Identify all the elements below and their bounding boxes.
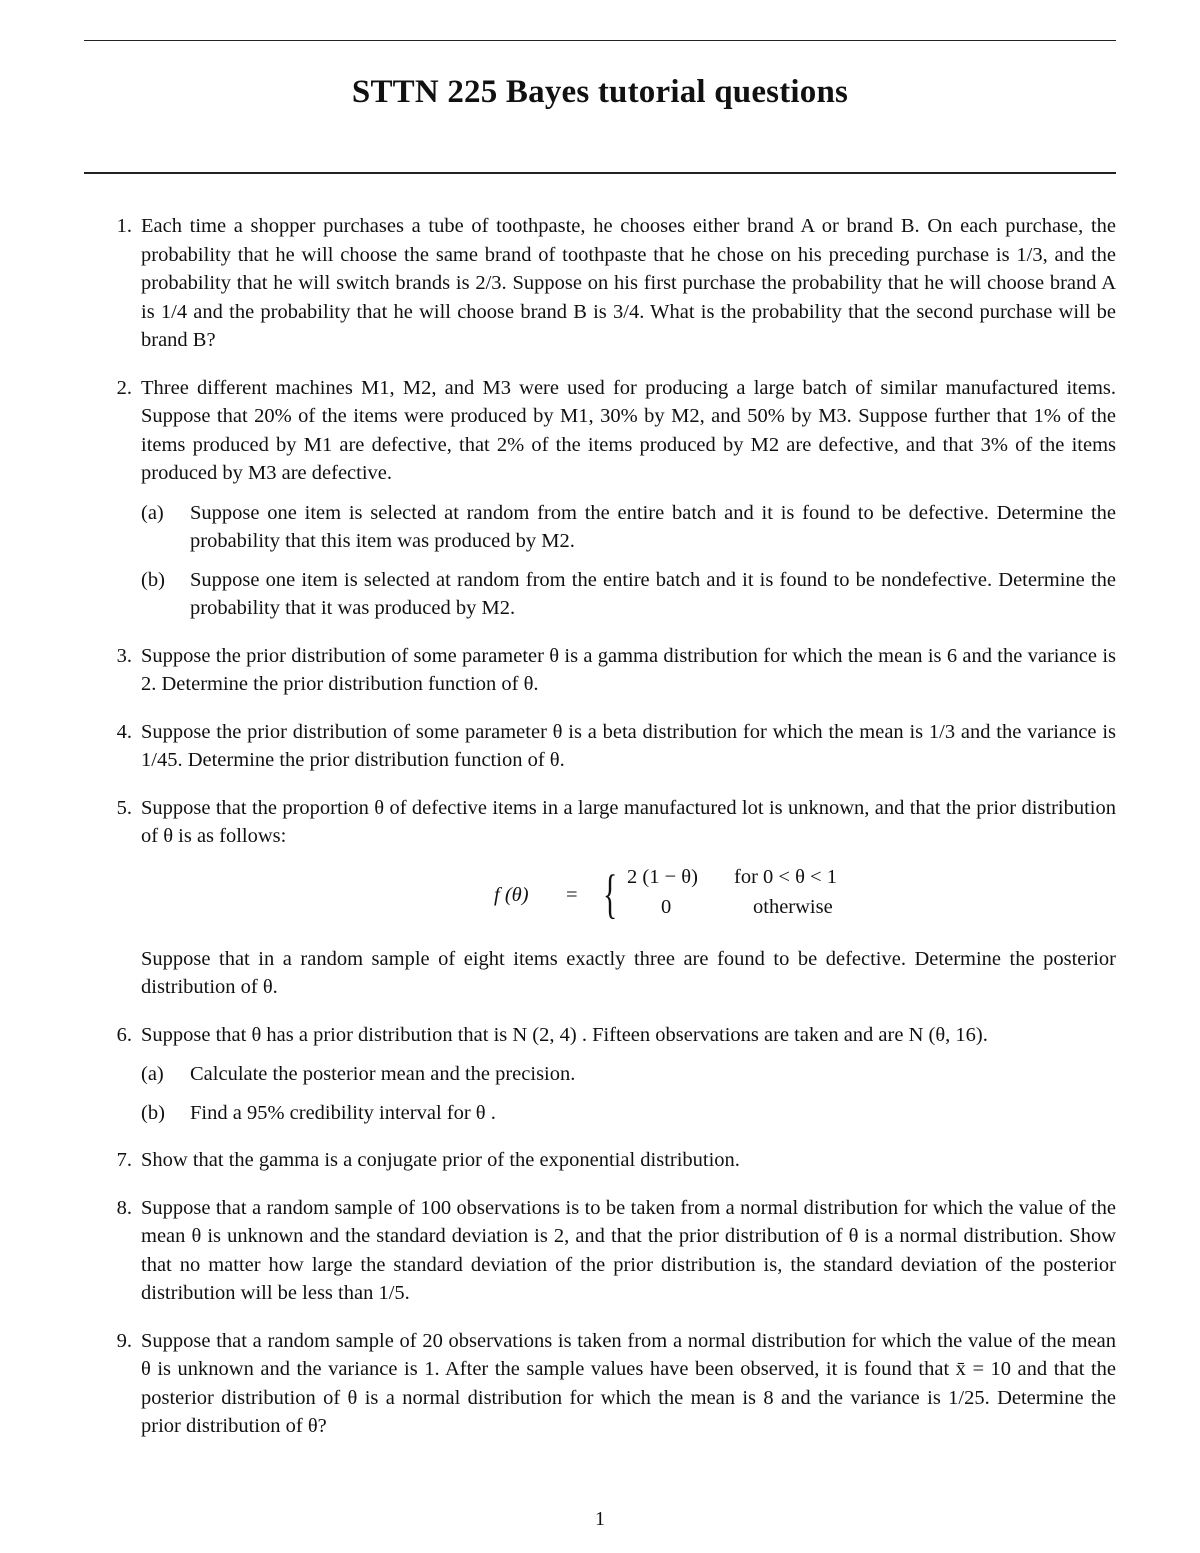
subquestion-text: Calculate the posterior mean and the precision. bbox=[190, 1063, 576, 1085]
question-number: 8. bbox=[116, 1196, 132, 1219]
question-text: Show that the gamma is a conjugate prior of the exponential distribution. bbox=[141, 1149, 740, 1171]
subquestion-6b bbox=[141, 1099, 1116, 1128]
question-number: 4. bbox=[116, 720, 132, 743]
equation-case-2: 0 bbox=[661, 895, 672, 918]
subquestion-label: (b) bbox=[141, 1101, 165, 1124]
question-5 bbox=[84, 794, 1116, 1002]
question-number: 9. bbox=[116, 1329, 132, 1352]
question-list bbox=[84, 212, 1116, 1460]
question-text: Three different machines M1, M2, and M3 were used for producing a large batch of similar manufactured items. Suppose that 20% of the items were produced by M1, 30% by M2, and 50% by M3. Suppose further that 1% of the items produced by M1 are defective, that 2% of the items produced by M2 are defective, and that 3% of the items produced by M3 are defective. bbox=[141, 376, 1116, 484]
question-text: Each time a shopper purchases a tube of toothpaste, he chooses either brand A or brand B. On each purchase, the probability that he will choose the same brand of toothpaste that he chose on his preceding purchase is 1/3, and the probability that he will switch brands is 2/3. Suppose on his first purchase the probability that he will choose brand A is 1/4 and the probability that he will choose brand B is 3/4. What is the probability that the second purchase will be brand B? bbox=[141, 215, 1116, 351]
question-text-continued: Suppose that in a random sample of eight items exactly three are found to be defective. Determine the posterior distribution of θ. bbox=[141, 947, 1116, 998]
question-number: 5. bbox=[116, 796, 132, 819]
question-number: 1. bbox=[116, 215, 132, 237]
question-number: 2. bbox=[116, 376, 132, 399]
subquestion-label: (b) bbox=[141, 568, 165, 591]
question-number: 7. bbox=[116, 1149, 132, 1171]
subquestion-label: (a) bbox=[141, 1063, 164, 1085]
question-number: 6. bbox=[116, 1023, 132, 1046]
subquestion-text: Find a 95% credibility interval for θ . bbox=[190, 1101, 496, 1124]
equation-condition-1: for 0 < θ < 1 bbox=[734, 865, 837, 888]
question-text: Suppose that the proportion θ of defective items in a large manufactured lot is unknown, and that the prior distribution of θ is as follows: bbox=[141, 796, 1116, 847]
question-text: Suppose that θ has a prior distribution that is N (2, 4) . Fifteen observations are taken and are N (θ, 16). bbox=[141, 1023, 988, 1046]
question-9 bbox=[84, 1327, 1116, 1441]
question-text: Suppose the prior distribution of some parameter θ is a gamma distribution for which the mean is 6 and the variance is 2. Determine the prior distribution function of θ. bbox=[141, 644, 1116, 695]
equation-equals: = bbox=[566, 883, 578, 906]
question-4 bbox=[84, 718, 1116, 775]
question-text: Suppose the prior distribution of some parameter θ is a beta distribution for which the mean is 1/3 and the variance is 1/45. Determine the prior distribution function of θ. bbox=[141, 720, 1116, 771]
piecewise-equation bbox=[141, 863, 1116, 929]
question-7 bbox=[84, 1146, 1116, 1175]
left-brace-icon: { bbox=[603, 863, 618, 924]
title-rule bbox=[84, 172, 1116, 174]
subquestion-2a bbox=[141, 499, 1116, 556]
question-3 bbox=[84, 642, 1116, 699]
page-number: 1 bbox=[595, 1508, 605, 1530]
question-text: Suppose that a random sample of 20 observations is taken from a normal distribution for which the value of the mean θ is unknown and the variance is 1. After the sample values have been observed, it is found that x̄ = 10 and that the posterior distribution of θ is a normal distribution for which the mean is 8 and the variance is 1/25. Determine the prior distribution of θ? bbox=[141, 1329, 1116, 1437]
equation-lhs: f (θ) bbox=[494, 883, 529, 906]
subquestion-text: Suppose one item is selected at random from the entire batch and it is found to be defective. Determine the probability that this item was produced by M2. bbox=[190, 501, 1116, 552]
question-text: Suppose that a random sample of 100 observations is to be taken from a normal distribution for which the value of the mean θ is unknown and the standard deviation is 2, and that the prior distribution of θ is a normal distribution. Show that no matter how large the standard deviation of the prior distribution is, the standard deviation of the posterior distribution will be less than 1/5. bbox=[141, 1196, 1116, 1304]
subquestion-6a bbox=[141, 1060, 1116, 1089]
question-8 bbox=[84, 1194, 1116, 1308]
question-number: 3. bbox=[116, 644, 132, 667]
question-2 bbox=[84, 374, 1116, 623]
question-1 bbox=[84, 212, 1116, 355]
subquestion-label: (a) bbox=[141, 501, 164, 524]
equation-case-1: 2 (1 − θ) bbox=[627, 865, 698, 888]
subquestion-2b bbox=[141, 566, 1116, 623]
question-6 bbox=[84, 1021, 1116, 1128]
document-title: STTN 225 Bayes tutorial questions bbox=[351, 74, 849, 110]
equation-condition-2: otherwise bbox=[753, 895, 833, 918]
subquestion-text: Suppose one item is selected at random from the entire batch and it is found to be nondefective. Determine the probability that it was produced by M2. bbox=[190, 568, 1116, 619]
top-rule bbox=[84, 40, 1116, 41]
